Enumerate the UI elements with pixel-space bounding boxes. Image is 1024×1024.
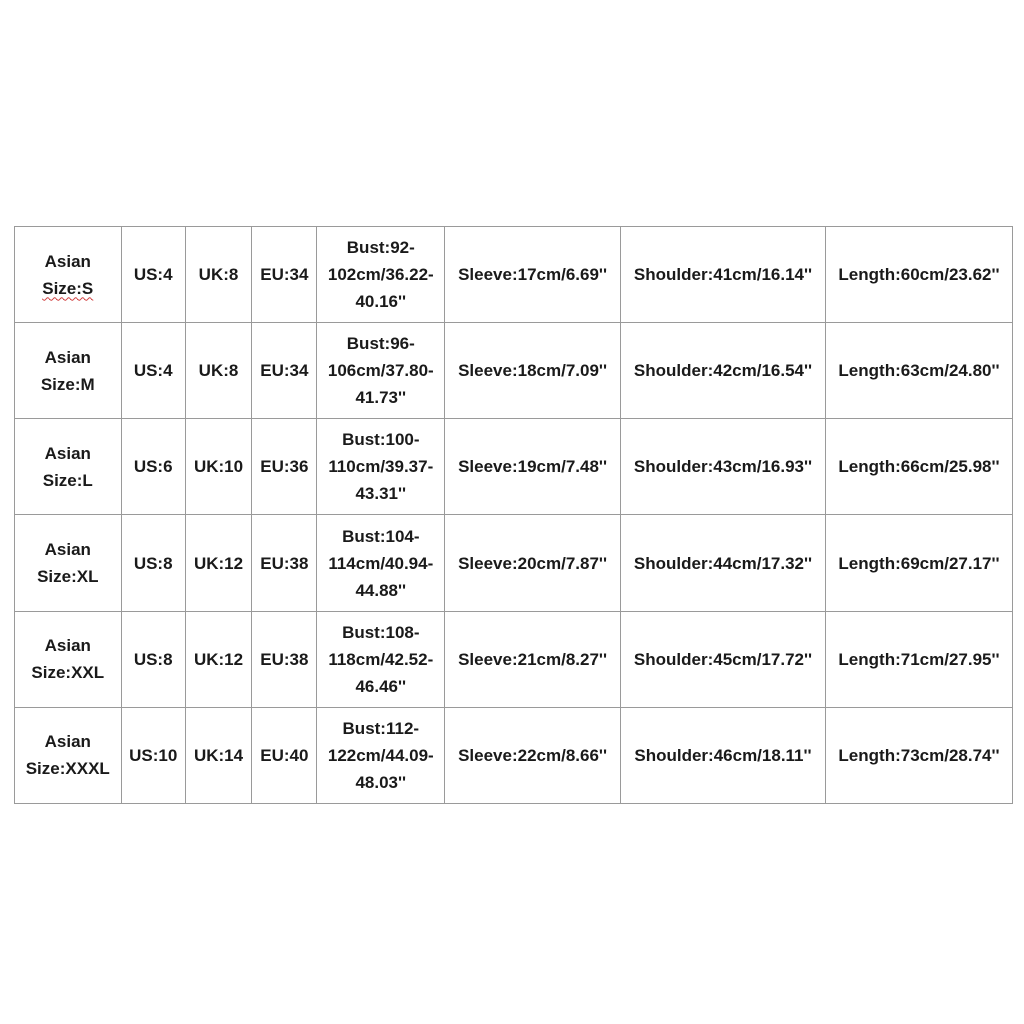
- size-label-line1: Asian: [44, 732, 91, 752]
- size-label-line2: Size:XXXL: [25, 759, 110, 779]
- size-label-line1: Asian: [44, 251, 91, 271]
- table-row: [15, 323, 1013, 419]
- eu-size-cell: EU:34: [252, 227, 317, 323]
- shoulder-cell: Shoulder:43cm/16.93'': [620, 419, 825, 515]
- bust-cell: [317, 515, 445, 611]
- us-size-cell: US:4: [121, 323, 185, 419]
- us-size-cell: US:4: [121, 227, 185, 323]
- us-size-cell: US:10: [121, 707, 185, 803]
- bust-cell: [317, 419, 445, 515]
- eu-size-cell: EU:38: [252, 611, 317, 707]
- length-cell: Length:73cm/28.74'': [826, 707, 1013, 803]
- size-label-line1: Asian: [44, 540, 91, 560]
- bust-line1: Bust:96-: [346, 334, 415, 354]
- sleeve-cell: Sleeve:17cm/6.69'': [445, 227, 621, 323]
- table-row: [15, 419, 1013, 515]
- shoulder-cell: Shoulder:45cm/17.72'': [620, 611, 825, 707]
- sleeve-cell: Sleeve:21cm/8.27'': [445, 611, 621, 707]
- bust-line1: Bust:92-: [346, 238, 415, 258]
- bust-line3: 41.73'': [355, 388, 407, 408]
- bust-cell: [317, 323, 445, 419]
- size-cell: [15, 227, 122, 323]
- eu-size-cell: EU:40: [252, 707, 317, 803]
- eu-size-cell: EU:38: [252, 515, 317, 611]
- bust-line1: Bust:108-: [342, 622, 420, 642]
- bust-line2: 122cm/44.09-: [327, 745, 434, 765]
- bust-line1: Bust:112-: [342, 718, 420, 738]
- uk-size-cell: UK:12: [185, 515, 251, 611]
- table-row: [15, 707, 1013, 803]
- bust-line2: 110cm/39.37-: [328, 457, 434, 477]
- size-cell: [15, 611, 122, 707]
- size-label-line1: Asian: [44, 636, 91, 656]
- uk-size-cell: UK:8: [185, 323, 251, 419]
- bust-line3: 43.31'': [355, 484, 407, 504]
- shoulder-cell: Shoulder:41cm/16.14'': [620, 227, 825, 323]
- bust-line2: 114cm/40.94-: [328, 553, 434, 573]
- bust-cell: [317, 611, 445, 707]
- bust-line2: 102cm/36.22-: [327, 265, 434, 285]
- us-size-cell: US:6: [121, 419, 185, 515]
- us-size-cell: US:8: [121, 515, 185, 611]
- size-cell: [15, 515, 122, 611]
- bust-line1: Bust:104-: [342, 526, 420, 546]
- size-label-line2: Size:XL: [37, 567, 99, 587]
- table-row: [15, 227, 1013, 323]
- table-row: [15, 611, 1013, 707]
- bust-cell: [317, 707, 445, 803]
- size-chart-table: [14, 226, 1013, 804]
- length-cell: Length:69cm/27.17'': [826, 515, 1013, 611]
- sleeve-cell: Sleeve:20cm/7.87'': [445, 515, 621, 611]
- size-label-line2: Size:L: [42, 470, 93, 490]
- sleeve-cell: Sleeve:22cm/8.66'': [445, 707, 621, 803]
- bust-line3: 40.16'': [355, 292, 407, 312]
- us-size-cell: US:8: [121, 611, 185, 707]
- bust-line3: 48.03'': [355, 772, 407, 792]
- size-cell: [15, 323, 122, 419]
- bust-line2: 106cm/37.80-: [327, 361, 434, 381]
- bust-cell: [317, 227, 445, 323]
- size-label-line2: Size:S: [42, 278, 94, 298]
- uk-size-cell: UK:8: [185, 227, 251, 323]
- shoulder-cell: Shoulder:46cm/18.11'': [620, 707, 825, 803]
- uk-size-cell: UK:12: [185, 611, 251, 707]
- eu-size-cell: EU:36: [252, 419, 317, 515]
- bust-line2: 118cm/42.52-: [328, 649, 434, 669]
- bust-line3: 46.46'': [355, 676, 407, 696]
- uk-size-cell: UK:14: [185, 707, 251, 803]
- bust-line1: Bust:100-: [342, 430, 420, 450]
- table-row: [15, 515, 1013, 611]
- size-label-line1: Asian: [44, 443, 91, 463]
- size-label-line2: Size:M: [40, 374, 95, 394]
- length-cell: Length:66cm/25.98'': [826, 419, 1013, 515]
- uk-size-cell: UK:10: [185, 419, 251, 515]
- shoulder-cell: Shoulder:42cm/16.54'': [620, 323, 825, 419]
- size-cell: [15, 419, 122, 515]
- shoulder-cell: Shoulder:44cm/17.32'': [620, 515, 825, 611]
- eu-size-cell: EU:34: [252, 323, 317, 419]
- length-cell: Length:63cm/24.80'': [826, 323, 1013, 419]
- bust-line3: 44.88'': [355, 580, 407, 600]
- size-label-line1: Asian: [44, 347, 91, 367]
- sleeve-cell: Sleeve:18cm/7.09'': [445, 323, 621, 419]
- length-cell: Length:71cm/27.95'': [826, 611, 1013, 707]
- size-cell: [15, 707, 122, 803]
- sleeve-cell: Sleeve:19cm/7.48'': [445, 419, 621, 515]
- length-cell: Length:60cm/23.62'': [826, 227, 1013, 323]
- size-label-line2: Size:XXL: [31, 663, 105, 683]
